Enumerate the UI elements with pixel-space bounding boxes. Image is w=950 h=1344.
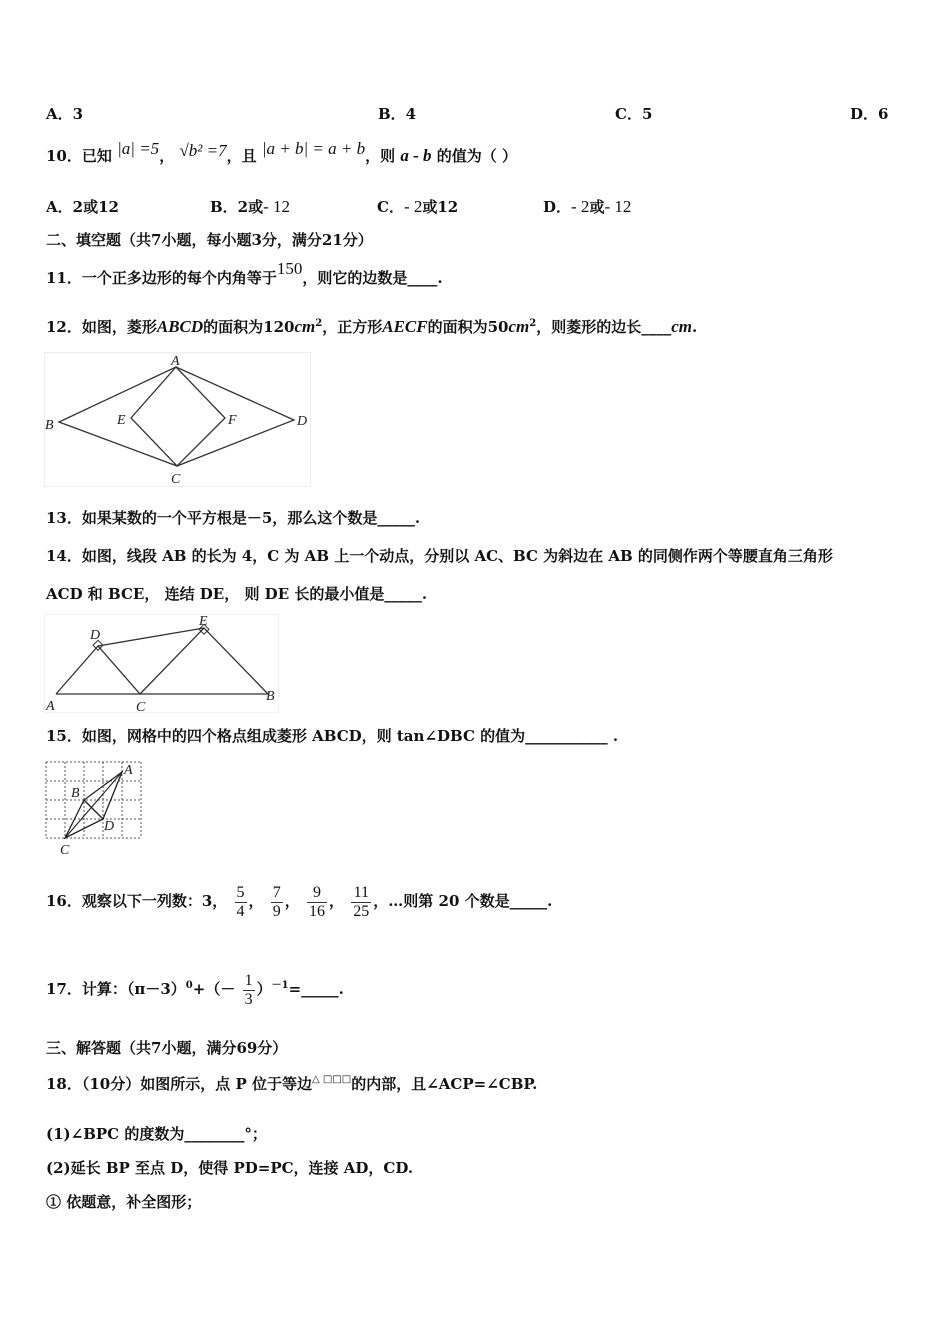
q11-post: ，则它的边数是____. — [302, 269, 443, 287]
fig14-label-a: A — [46, 699, 55, 714]
q10-c-val: - 2 — [403, 197, 423, 216]
question-12 — [46, 314, 697, 337]
question-18-part-2-step-1: ① 依题意，补全图形； — [46, 1193, 202, 1211]
q17-exp0: 0 — [185, 980, 193, 991]
fig14-label-e: E — [199, 614, 208, 629]
q16-fraction-3 — [307, 884, 327, 921]
q12-aecf: AECF — [382, 317, 428, 336]
q10-and: ，且 — [226, 147, 257, 165]
q17-exp1: －1 — [271, 980, 289, 991]
q17-frac-den: 3 — [244, 990, 253, 1008]
section-2-heading: 二、填空题（共7小题，每小题3分，满分21分） — [46, 231, 373, 249]
q16-sep-2: ， — [284, 892, 300, 910]
q16-frac-2-den: 9 — [272, 902, 281, 920]
q12-abcd: ABCD — [156, 317, 204, 336]
question-11 — [46, 259, 443, 288]
q12-mid3: 的面积为50 — [427, 318, 509, 336]
question-17 — [46, 958, 344, 1017]
q9-option-c: C．5 — [615, 105, 653, 123]
q16-frac-4-num: 11 — [353, 883, 369, 901]
q18-pre: 18．（10分）如图所示，点 P 位于等边 — [46, 1075, 312, 1093]
question-13: 13．如果某数的一个平方根是－5，那么这个数是_____. — [46, 509, 421, 527]
fig15-label-d: D — [104, 819, 115, 834]
q10-option-a: A．2或12 — [46, 198, 119, 216]
fig12-label-c: C — [171, 472, 181, 487]
q10-abs-a: |a| =5 — [117, 139, 160, 158]
q10-abs-ab: |a + b| = a + b — [261, 139, 366, 158]
fig14-label-d: D — [90, 628, 101, 643]
fig12-rhombus-shape — [59, 367, 294, 466]
figure-12-rhombus — [44, 352, 312, 488]
q16-pre: 16．观察以下一列数：3， — [46, 892, 228, 910]
q10-option-b — [210, 196, 290, 217]
q12-cm-1: cm — [294, 317, 316, 336]
fig12-label-e: E — [117, 413, 126, 428]
q10-then: ，则 — [365, 147, 396, 165]
q16-fraction-1 — [235, 884, 247, 921]
q10-d-val2: - 12 — [604, 197, 632, 216]
fig14-segment-de — [98, 628, 204, 646]
q16-fraction-4 — [351, 884, 371, 921]
fig15-label-c: C — [60, 843, 70, 858]
q17-mid: +（－ — [192, 980, 236, 998]
q10-d-val: - 2 — [571, 197, 590, 216]
q16-post: ，…则第 20 个数是_____. — [373, 892, 553, 910]
fig15-label-b: B — [71, 786, 80, 801]
question-15: 15．如图，网格中的四个格点组成菱形 ABCD，则 tan∠DBC 的值为___________ . — [46, 727, 619, 745]
q11-angle: 150 — [276, 259, 303, 278]
q18-post: 的内部，且∠ACP=∠CBP. — [351, 1075, 538, 1093]
question-18-part-1: (1)∠BPC 的度数为________°； — [46, 1125, 267, 1143]
q10-tail: 的值为（ ） — [436, 147, 517, 165]
question-14-line-1: 14．如图，线段 AB 的长为 4，C 为 AB 上一个动点，分别以 AC、BC 为斜边在 AB 的同侧作两个等腰直角三角形 — [46, 547, 833, 565]
figure-15-grid — [44, 760, 144, 858]
fig12-label-a: A — [171, 354, 180, 369]
figure-14-triangles — [44, 614, 280, 714]
q12-sup-1: 2 — [315, 318, 323, 329]
q17-end: =_____. — [288, 980, 344, 998]
fig14-label-b: B — [266, 689, 275, 704]
q10-expr: a - b — [400, 146, 432, 165]
fig14-triangles-shape — [56, 628, 268, 694]
q16-frac-3-num: 9 — [313, 883, 322, 901]
q17-pre: 17．计算：（π－3） — [46, 980, 186, 998]
fig14-label-c: C — [136, 700, 146, 714]
section-3-heading: 三、解答题（共7小题，满分69分） — [46, 1039, 288, 1057]
q12-mid4: ，则菱形的边长____ — [536, 318, 672, 336]
question-16 — [46, 873, 552, 929]
question-10 — [46, 139, 517, 166]
q16-frac-2-num: 7 — [272, 883, 281, 901]
q16-frac-4-den: 25 — [353, 902, 370, 920]
q17-fraction — [243, 972, 255, 1009]
fig15-label-a: A — [124, 763, 133, 778]
q12-end: . — [692, 318, 698, 336]
fig14-frame — [45, 615, 279, 713]
q16-fraction-2 — [271, 884, 283, 921]
fig12-label-b: B — [45, 418, 54, 433]
q16-frac-3-den: 16 — [309, 902, 326, 920]
question-18-part-2: (2)延长 BP 至点 D，使得 PD=PC，连接 AD，CD. — [46, 1159, 414, 1177]
q10-option-c — [377, 196, 458, 217]
q12-pre: 12．如图，菱形 — [46, 318, 157, 336]
question-18 — [46, 1074, 537, 1097]
fig15-diagonal-bd — [84, 800, 103, 819]
q12-cm-3: cm — [671, 317, 693, 336]
q16-frac-1-num: 5 — [236, 883, 245, 901]
q9-option-a: A．3 — [46, 105, 84, 123]
question-14-line-2: ACD 和 BCE， 连结 DE， 则 DE 长的最小值是_____. — [46, 585, 428, 603]
q9-option-d: D．6 — [850, 105, 889, 123]
q10-d-prefix: D． — [543, 198, 572, 216]
q10-b-prefix: B．2或 — [210, 198, 264, 216]
q12-mid2: ，正方形 — [322, 318, 383, 336]
q16-sep-3: ， — [329, 892, 345, 910]
q11-pre: 11．一个正多边形的每个内角等于 — [46, 269, 277, 287]
q16-frac-1-den: 4 — [236, 902, 245, 920]
q10-number: 10．已知 — [46, 147, 112, 165]
q18-triangle-placeholder: △ □□□ — [311, 1074, 352, 1085]
q17-post: ） — [256, 980, 272, 998]
fig12-label-f: F — [228, 413, 237, 428]
fig12-label-d: D — [297, 414, 308, 429]
q9-option-b: B．4 — [378, 105, 417, 123]
q10-d-mid: 或 — [589, 198, 605, 216]
q10-c-suffix: 或12 — [422, 198, 459, 216]
q12-sup-2: 2 — [529, 318, 537, 329]
q10-b-val: - 12 — [263, 197, 291, 216]
q10-option-d — [543, 196, 631, 217]
q12-mid1: 的面积为120 — [203, 318, 295, 336]
q17-frac-num: 1 — [244, 971, 253, 989]
q10-comma: ， — [159, 147, 175, 165]
q10-c-prefix: C． — [377, 198, 404, 216]
q12-cm-2: cm — [508, 317, 530, 336]
q16-sep-1: ， — [248, 892, 264, 910]
q10-sqrt-b: √b² =7 — [179, 141, 227, 160]
